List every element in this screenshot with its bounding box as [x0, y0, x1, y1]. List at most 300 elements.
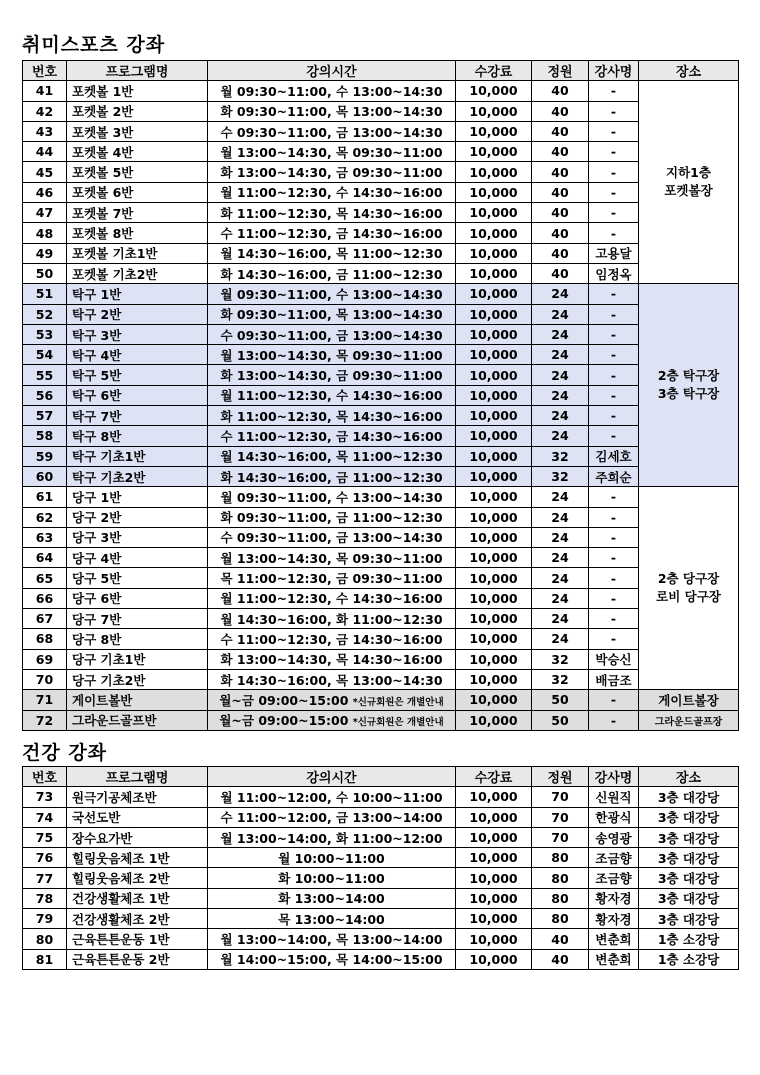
cell-capacity: 24: [532, 365, 589, 385]
cell-program: 그라운드골프반: [67, 710, 208, 730]
cell-time: 수 11:00~12:00, 금 13:00~14:00: [208, 807, 456, 827]
section-title-health: 건강 강좌: [22, 742, 108, 764]
cell-teacher: -: [589, 284, 639, 304]
cell-program: 힐링웃음체조 1반: [67, 848, 208, 868]
cell-fee: 10,000: [456, 142, 532, 162]
cell-capacity: 24: [532, 385, 589, 405]
cell-no: 73: [23, 787, 67, 807]
cell-fee: 10,000: [456, 243, 532, 263]
cell-program: 원극기공체조반: [67, 787, 208, 807]
cell-time: 화 13:00~14:30, 목 14:30~16:00: [208, 649, 456, 669]
time-note: *신규회원은 개별안내: [352, 717, 444, 729]
cell-time: 월 11:00~12:30, 수 14:30~16:00: [208, 588, 456, 608]
cell-fee: 10,000: [456, 629, 532, 649]
cell-no: 49: [23, 243, 67, 263]
cell-no: 74: [23, 807, 67, 827]
cell-no: 52: [23, 304, 67, 324]
table-row: [23, 426, 739, 446]
cell-teacher: -: [589, 426, 639, 446]
cell-program: 당구 1반: [67, 487, 208, 507]
cell-time: 월 13:00~14:30, 목 09:30~11:00: [208, 548, 456, 568]
cell-no: 70: [23, 669, 67, 689]
location-line: 지하1층: [666, 165, 711, 181]
cell-time: 수 09:30~11:00, 금 13:00~14:30: [208, 527, 456, 547]
cell-fee: 10,000: [456, 527, 532, 547]
location-line: 2층 당구장: [657, 571, 720, 587]
table-row: [23, 710, 739, 730]
table-row: [23, 507, 739, 527]
cell-capacity: 32: [532, 649, 589, 669]
cell-no: 62: [23, 507, 67, 527]
cell-program: 포켓볼 기초1반: [67, 243, 208, 263]
cell-no: 41: [23, 81, 67, 101]
cell-capacity: 24: [532, 548, 589, 568]
cell-time: 월 11:00~12:30, 수 14:30~16:00: [208, 182, 456, 202]
cell-location: 3층 대강당: [639, 827, 739, 847]
cell-capacity: 40: [532, 243, 589, 263]
table-row: [23, 909, 739, 929]
cell-no: 66: [23, 588, 67, 608]
cell-fee: 10,000: [456, 324, 532, 344]
table-row: [23, 81, 739, 101]
cell-fee: 10,000: [456, 426, 532, 446]
cell-teacher: -: [589, 304, 639, 324]
cell-no: 44: [23, 142, 67, 162]
cell-teacher: -: [589, 81, 639, 101]
header-fee: 수강료: [456, 767, 532, 787]
cell-fee: 10,000: [456, 81, 532, 101]
cell-no: 50: [23, 263, 67, 283]
cell-no: 45: [23, 162, 67, 182]
cell-program: 탁구 4반: [67, 345, 208, 365]
cell-time: 화 11:00~12:30, 목 14:30~16:00: [208, 203, 456, 223]
cell-no: 68: [23, 629, 67, 649]
cell-fee: 10,000: [456, 690, 532, 710]
cell-capacity: 40: [532, 81, 589, 101]
cell-time: 월 13:00~14:30, 목 09:30~11:00: [208, 142, 456, 162]
location-line: 2층 탁구장: [657, 368, 720, 384]
cell-capacity: 32: [532, 446, 589, 466]
cell-location: 1층 소강당: [639, 949, 739, 969]
cell-fee: 10,000: [456, 162, 532, 182]
cell-no: 43: [23, 121, 67, 141]
cell-time: 화 09:30~11:00, 목 13:00~14:30: [208, 101, 456, 121]
cell-program: 탁구 2반: [67, 304, 208, 324]
cell-capacity: 40: [532, 182, 589, 202]
cell-fee: 10,000: [456, 548, 532, 568]
cell-location: 3층 대강당: [639, 848, 739, 868]
cell-teacher: -: [589, 385, 639, 405]
cell-no: 76: [23, 848, 67, 868]
cell-teacher: -: [589, 203, 639, 223]
cell-program: 포켓볼 1반: [67, 81, 208, 101]
cell-no: 46: [23, 182, 67, 202]
cell-fee: 10,000: [456, 345, 532, 365]
cell-fee: 10,000: [456, 807, 532, 827]
cell-teacher: 한광식: [589, 807, 639, 827]
table-row: [23, 162, 739, 182]
cell-fee: 10,000: [456, 909, 532, 929]
cell-program: 포켓볼 2반: [67, 101, 208, 121]
cell-program: 당구 기초2반: [67, 669, 208, 689]
cell-teacher: -: [589, 101, 639, 121]
cell-no: 55: [23, 365, 67, 385]
cell-teacher: -: [589, 142, 639, 162]
cell-program: 탁구 3반: [67, 324, 208, 344]
cell-time: 수 11:00~12:30, 금 14:30~16:00: [208, 629, 456, 649]
cell-fee: 10,000: [456, 284, 532, 304]
table-row: [23, 466, 739, 486]
table-row: [23, 324, 739, 344]
cell-no: 71: [23, 690, 67, 710]
cell-teacher: -: [589, 182, 639, 202]
cell-capacity: 24: [532, 527, 589, 547]
table-row: [23, 527, 739, 547]
cell-location: [639, 487, 739, 690]
cell-capacity: 24: [532, 629, 589, 649]
cell-teacher: -: [589, 162, 639, 182]
table-row: [23, 203, 739, 223]
location-line: 포켓볼장: [664, 183, 713, 199]
cell-program: 당구 8반: [67, 629, 208, 649]
cell-capacity: 40: [532, 142, 589, 162]
cell-capacity: 24: [532, 609, 589, 629]
header-teacher: 강사명: [589, 61, 639, 81]
location-line: 로비 당구장: [656, 589, 721, 605]
cell-time: [208, 710, 456, 730]
cell-teacher: 송영광: [589, 827, 639, 847]
cell-no: 72: [23, 710, 67, 730]
cell-teacher: -: [589, 507, 639, 527]
cell-capacity: 80: [532, 868, 589, 888]
cell-program: 탁구 기초1반: [67, 446, 208, 466]
cell-teacher: -: [589, 121, 639, 141]
header-time: 강의시간: [208, 767, 456, 787]
table-row: [23, 807, 739, 827]
cell-teacher: 고용달: [589, 243, 639, 263]
cell-no: 61: [23, 487, 67, 507]
cell-time: 월 13:00~14:30, 목 09:30~11:00: [208, 345, 456, 365]
cell-time: 목 13:00~14:00: [208, 909, 456, 929]
table-row: [23, 929, 739, 949]
cell-teacher: -: [589, 710, 639, 730]
cell-program: 당구 2반: [67, 507, 208, 527]
cell-fee: 10,000: [456, 406, 532, 426]
cell-time: 월 10:00~11:00: [208, 848, 456, 868]
cell-fee: 10,000: [456, 588, 532, 608]
table-row: [23, 446, 739, 466]
cell-teacher: -: [589, 223, 639, 243]
table-row: [23, 243, 739, 263]
cell-teacher: -: [589, 690, 639, 710]
header-capacity: 정원: [532, 61, 589, 81]
cell-capacity: 24: [532, 324, 589, 344]
cell-time: 월 14:30~16:00, 목 11:00~12:30: [208, 243, 456, 263]
cell-teacher: 김세호: [589, 446, 639, 466]
cell-program: 근육튼튼운동 2반: [67, 949, 208, 969]
cell-time: 화 13:00~14:30, 금 09:30~11:00: [208, 162, 456, 182]
cell-program: 당구 기초1반: [67, 649, 208, 669]
cell-time: 월 14:30~16:00, 화 11:00~12:30: [208, 609, 456, 629]
header-capacity: 정원: [532, 767, 589, 787]
table-row: [23, 888, 739, 908]
cell-no: 42: [23, 101, 67, 121]
cell-location: 그라운드골프장: [639, 710, 739, 730]
cell-capacity: 40: [532, 223, 589, 243]
cell-program: 포켓볼 3반: [67, 121, 208, 141]
cell-teacher: 임정옥: [589, 263, 639, 283]
health-table: [22, 766, 739, 970]
cell-fee: 10,000: [456, 787, 532, 807]
cell-fee: 10,000: [456, 121, 532, 141]
cell-capacity: 24: [532, 304, 589, 324]
cell-no: 59: [23, 446, 67, 466]
cell-teacher: -: [589, 487, 639, 507]
cell-teacher: 신원직: [589, 787, 639, 807]
cell-fee: 10,000: [456, 710, 532, 730]
cell-fee: 10,000: [456, 487, 532, 507]
cell-capacity: 24: [532, 568, 589, 588]
cell-capacity: 80: [532, 909, 589, 929]
cell-time: 화 14:30~16:00, 금 11:00~12:30: [208, 263, 456, 283]
cell-no: 64: [23, 548, 67, 568]
table-row: [23, 345, 739, 365]
cell-capacity: 40: [532, 203, 589, 223]
cell-fee: 10,000: [456, 507, 532, 527]
cell-program: 탁구 5반: [67, 365, 208, 385]
cell-fee: 10,000: [456, 446, 532, 466]
cell-time: 월 11:00~12:00, 수 10:00~11:00: [208, 787, 456, 807]
header-teacher: 강사명: [589, 767, 639, 787]
cell-no: 75: [23, 827, 67, 847]
cell-time: 화 10:00~11:00: [208, 868, 456, 888]
table-row: [23, 787, 739, 807]
table-row: [23, 848, 739, 868]
cell-fee: 10,000: [456, 949, 532, 969]
cell-location: 1층 소강당: [639, 929, 739, 949]
cell-capacity: 24: [532, 345, 589, 365]
cell-program: 포켓볼 기초2반: [67, 263, 208, 283]
section-title-hobby-sports: 취미스포츠 강좌: [22, 34, 166, 56]
cell-capacity: 24: [532, 487, 589, 507]
table-row: [23, 385, 739, 405]
cell-teacher: -: [589, 548, 639, 568]
cell-no: 67: [23, 609, 67, 629]
cell-time: 화 13:00~14:00: [208, 888, 456, 908]
cell-program: 힐링웃음체조 2반: [67, 868, 208, 888]
cell-teacher: -: [589, 365, 639, 385]
cell-program: 포켓볼 7반: [67, 203, 208, 223]
cell-capacity: 40: [532, 929, 589, 949]
cell-fee: 10,000: [456, 929, 532, 949]
table-header-row: [23, 767, 739, 787]
cell-no: 63: [23, 527, 67, 547]
cell-capacity: 24: [532, 284, 589, 304]
cell-capacity: 80: [532, 888, 589, 908]
cell-no: 77: [23, 868, 67, 888]
cell-capacity: 40: [532, 101, 589, 121]
cell-fee: 10,000: [456, 568, 532, 588]
table-row: [23, 629, 739, 649]
header-no: 번호: [23, 767, 67, 787]
cell-fee: 10,000: [456, 848, 532, 868]
cell-teacher: 변춘희: [589, 929, 639, 949]
table-row: [23, 690, 739, 710]
cell-fee: 10,000: [456, 101, 532, 121]
cell-teacher: 배금조: [589, 669, 639, 689]
cell-no: 47: [23, 203, 67, 223]
cell-program: 당구 3반: [67, 527, 208, 547]
cell-capacity: 70: [532, 827, 589, 847]
cell-program: 당구 5반: [67, 568, 208, 588]
table-header-row: [23, 61, 739, 81]
cell-location: 3층 대강당: [639, 868, 739, 888]
table-row: [23, 284, 739, 304]
header-location: 장소: [639, 61, 739, 81]
cell-program: 포켓볼 8반: [67, 223, 208, 243]
cell-program: 건강생활체조 2반: [67, 909, 208, 929]
cell-program: 건강생활체조 1반: [67, 888, 208, 908]
cell-time: 월 13:00~14:00, 화 11:00~12:00: [208, 827, 456, 847]
cell-capacity: 70: [532, 787, 589, 807]
cell-no: 53: [23, 324, 67, 344]
cell-time: 수 09:30~11:00, 금 13:00~14:30: [208, 324, 456, 344]
cell-capacity: 50: [532, 710, 589, 730]
header-fee: 수강료: [456, 61, 532, 81]
cell-teacher: 변춘희: [589, 949, 639, 969]
header-no: 번호: [23, 61, 67, 81]
cell-time: 화 14:30~16:00, 목 13:00~14:30: [208, 669, 456, 689]
cell-program: 탁구 7반: [67, 406, 208, 426]
cell-capacity: 40: [532, 121, 589, 141]
cell-no: 56: [23, 385, 67, 405]
table-row: [23, 121, 739, 141]
cell-program: 국선도반: [67, 807, 208, 827]
cell-capacity: 40: [532, 949, 589, 969]
cell-teacher: -: [589, 588, 639, 608]
cell-program: 장수요가반: [67, 827, 208, 847]
cell-location: 게이트볼장: [639, 690, 739, 710]
cell-fee: 10,000: [456, 466, 532, 486]
cell-program: 근육튼튼운동 1반: [67, 929, 208, 949]
cell-program: 포켓볼 5반: [67, 162, 208, 182]
cell-capacity: 24: [532, 507, 589, 527]
cell-capacity: 32: [532, 669, 589, 689]
table-row: [23, 568, 739, 588]
cell-no: 54: [23, 345, 67, 365]
cell-teacher: -: [589, 568, 639, 588]
cell-location: 3층 대강당: [639, 888, 739, 908]
table-row: [23, 868, 739, 888]
cell-program: 탁구 1반: [67, 284, 208, 304]
cell-fee: 10,000: [456, 182, 532, 202]
cell-capacity: 32: [532, 466, 589, 486]
cell-no: 60: [23, 466, 67, 486]
cell-location: 3층 대강당: [639, 909, 739, 929]
cell-no: 79: [23, 909, 67, 929]
cell-program: 포켓볼 6반: [67, 182, 208, 202]
table-row: [23, 304, 739, 324]
header-time: 강의시간: [208, 61, 456, 81]
cell-program: 당구 6반: [67, 588, 208, 608]
cell-fee: 10,000: [456, 385, 532, 405]
cell-time: 화 14:30~16:00, 금 11:00~12:30: [208, 466, 456, 486]
cell-location: [639, 284, 739, 487]
cell-time: 화 11:00~12:30, 목 14:30~16:00: [208, 406, 456, 426]
cell-teacher: -: [589, 324, 639, 344]
cell-program: 게이트볼반: [67, 690, 208, 710]
table-row: [23, 588, 739, 608]
cell-capacity: 24: [532, 406, 589, 426]
cell-time: 월 09:30~11:00, 수 13:00~14:30: [208, 284, 456, 304]
cell-no: 51: [23, 284, 67, 304]
cell-teacher: -: [589, 609, 639, 629]
table-row: [23, 142, 739, 162]
cell-time: 월 09:30~11:00, 수 13:00~14:30: [208, 487, 456, 507]
cell-fee: 10,000: [456, 365, 532, 385]
table-row: [23, 365, 739, 385]
table-row: [23, 949, 739, 969]
cell-capacity: 70: [532, 807, 589, 827]
table-row: [23, 182, 739, 202]
cell-time: 목 11:00~12:30, 금 09:30~11:00: [208, 568, 456, 588]
cell-time: [208, 690, 456, 710]
cell-teacher: -: [589, 345, 639, 365]
cell-teacher: 황자경: [589, 909, 639, 929]
cell-capacity: 24: [532, 588, 589, 608]
table-row: [23, 548, 739, 568]
cell-teacher: -: [589, 629, 639, 649]
header-location: 장소: [639, 767, 739, 787]
hobby-sports-table: [22, 60, 739, 731]
cell-fee: 10,000: [456, 223, 532, 243]
cell-fee: 10,000: [456, 263, 532, 283]
cell-time: 수 11:00~12:30, 금 14:30~16:00: [208, 223, 456, 243]
cell-location: 3층 대강당: [639, 787, 739, 807]
cell-time: 월 13:00~14:00, 목 13:00~14:00: [208, 929, 456, 949]
cell-fee: 10,000: [456, 888, 532, 908]
cell-fee: 10,000: [456, 203, 532, 223]
cell-teacher: 주희순: [589, 466, 639, 486]
table-row: [23, 649, 739, 669]
time-note: *신규회원은 개별안내: [352, 696, 444, 708]
table-row: [23, 263, 739, 283]
cell-no: 57: [23, 406, 67, 426]
cell-time: 화 13:00~14:30, 금 09:30~11:00: [208, 365, 456, 385]
cell-fee: 10,000: [456, 669, 532, 689]
location-line: 3층 탁구장: [657, 386, 720, 402]
header-program: 프로그램명: [67, 61, 208, 81]
cell-teacher: 황자경: [589, 888, 639, 908]
table-row: [23, 223, 739, 243]
cell-capacity: 40: [532, 162, 589, 182]
cell-no: 58: [23, 426, 67, 446]
table-row: [23, 487, 739, 507]
cell-fee: 10,000: [456, 609, 532, 629]
cell-teacher: 박승신: [589, 649, 639, 669]
cell-teacher: -: [589, 527, 639, 547]
cell-fee: 10,000: [456, 868, 532, 888]
cell-no: 69: [23, 649, 67, 669]
cell-time: 월 09:30~11:00, 수 13:00~14:30: [208, 81, 456, 101]
cell-time: 화 09:30~11:00, 금 11:00~12:30: [208, 507, 456, 527]
cell-program: 탁구 8반: [67, 426, 208, 446]
table-row: [23, 101, 739, 121]
cell-time: 월 11:00~12:30, 수 14:30~16:00: [208, 385, 456, 405]
cell-program: 탁구 6반: [67, 385, 208, 405]
cell-program: 당구 4반: [67, 548, 208, 568]
cell-no: 48: [23, 223, 67, 243]
